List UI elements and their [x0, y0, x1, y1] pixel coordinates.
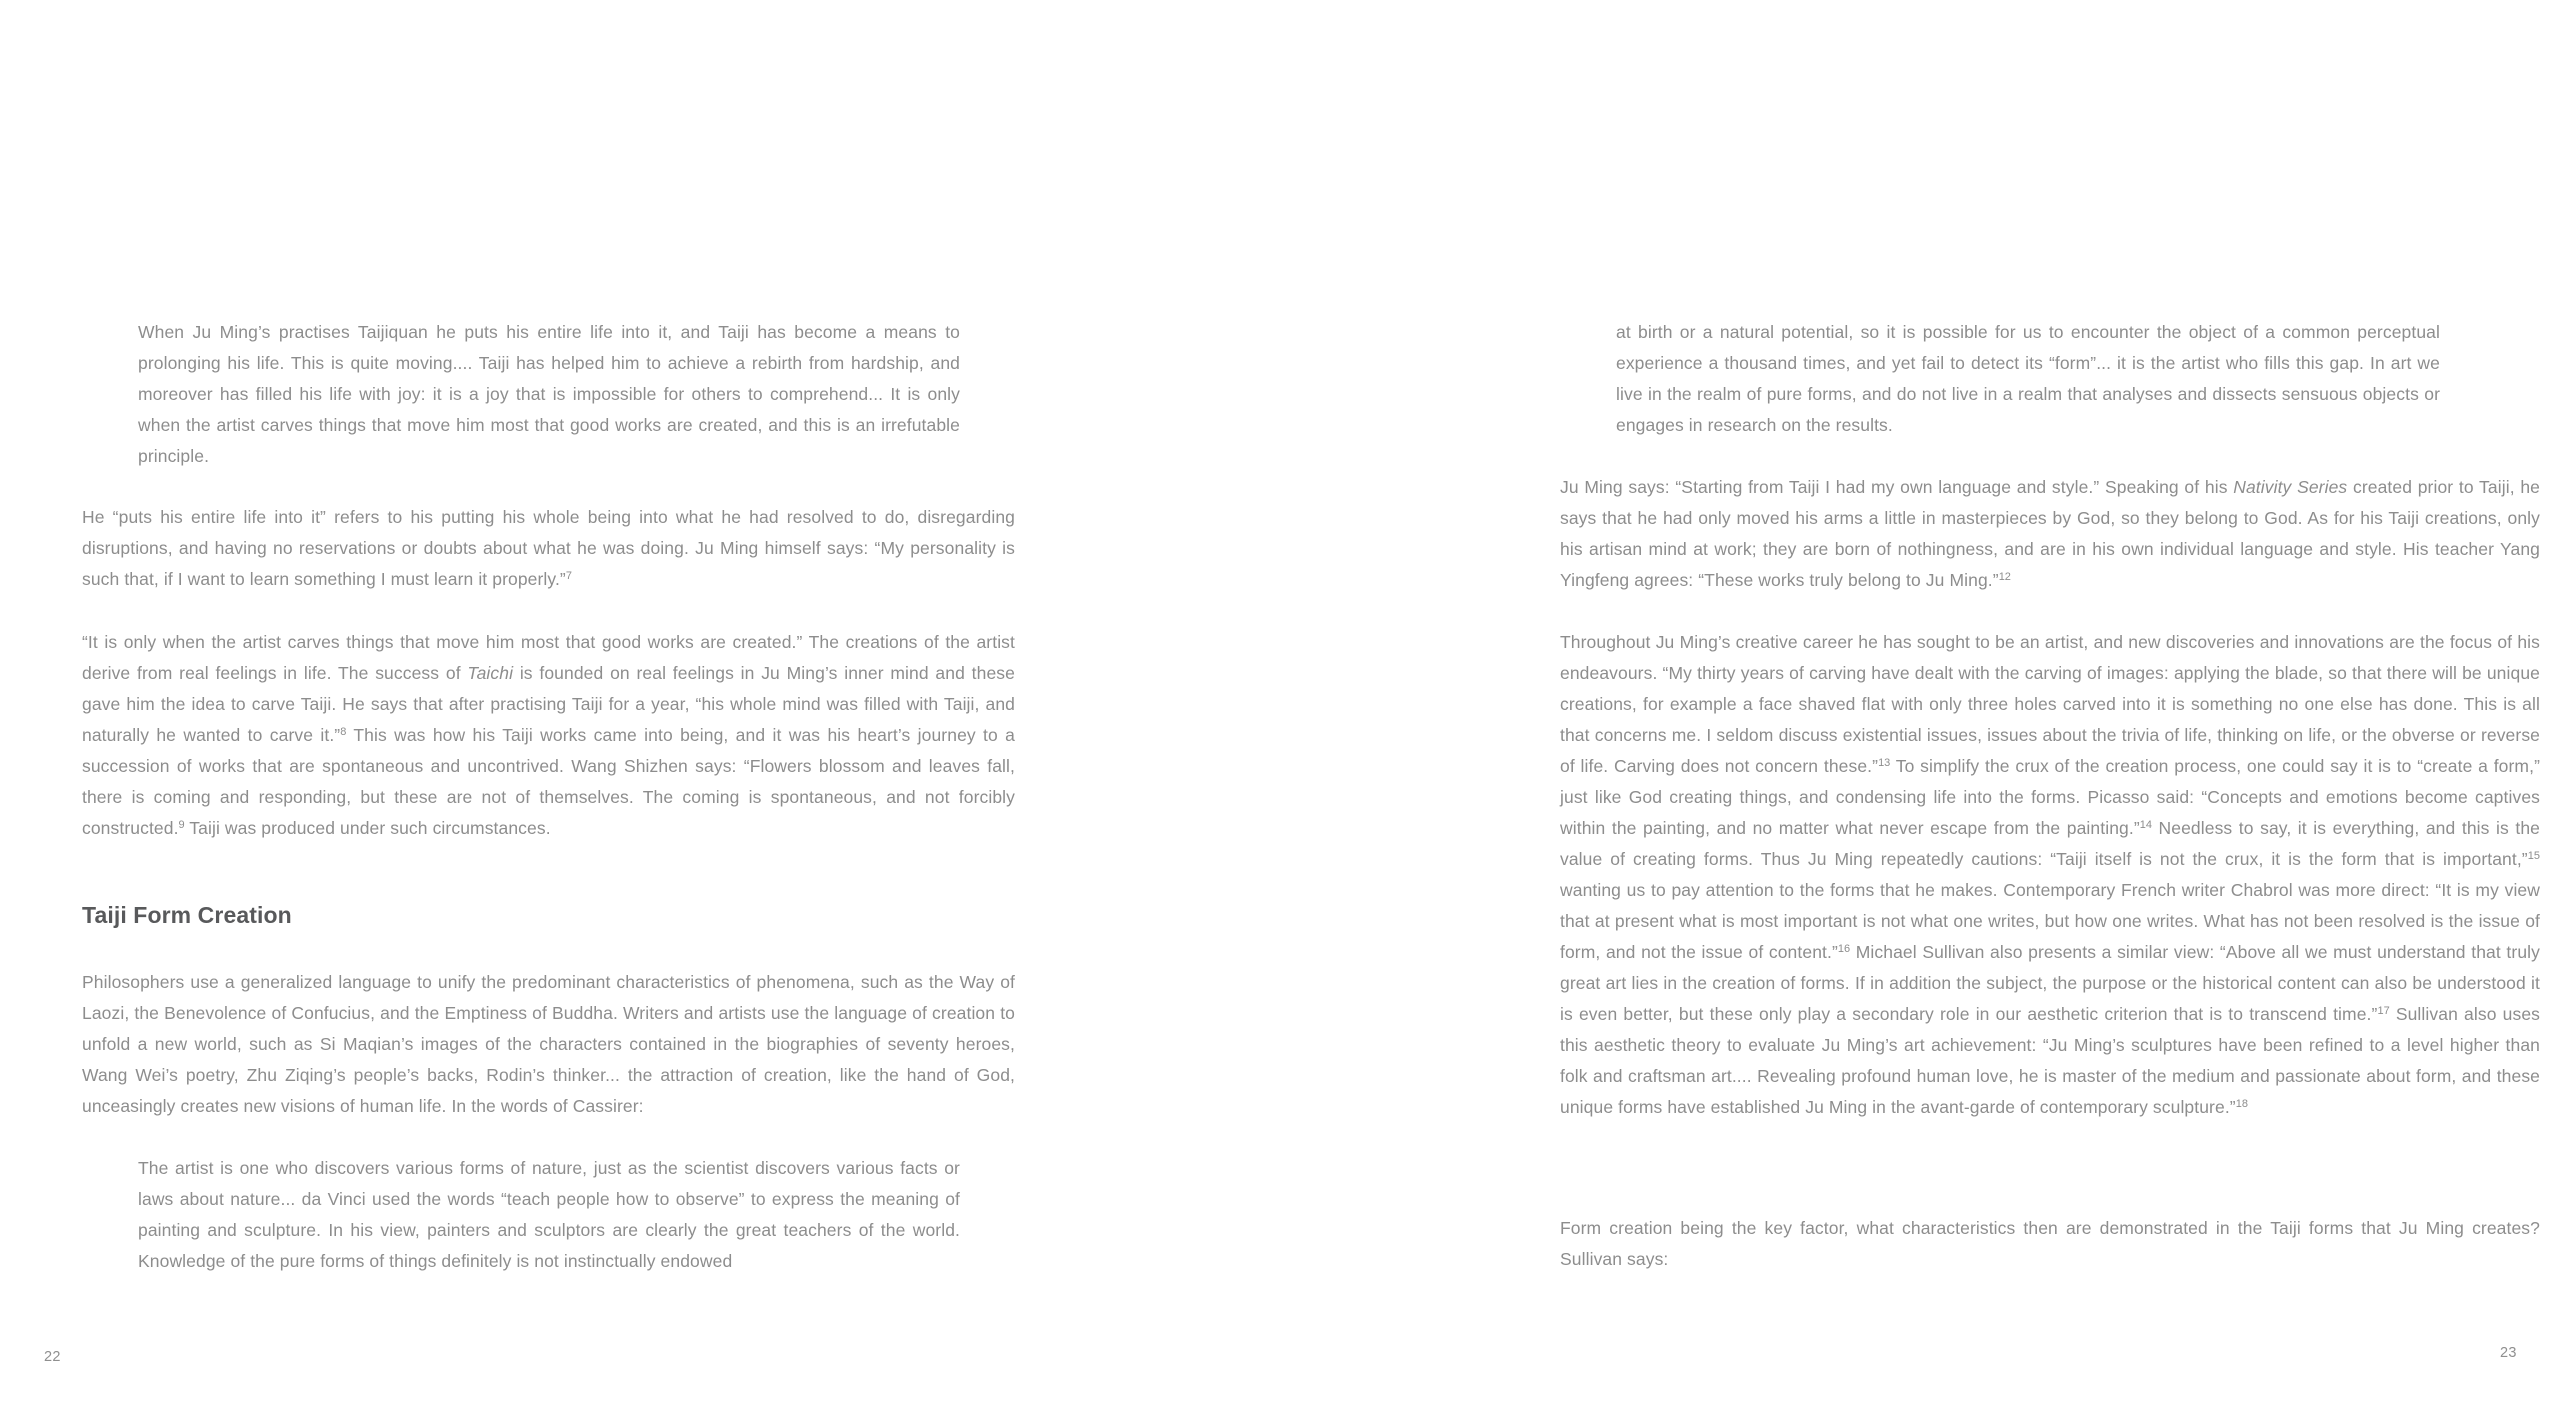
blockquote-at-birth: at birth or a natural potential, so it is possible for us to encounter the object of a common perceptual experience a thousand times, and yet fail to detect its “form”... it is the artist who fills this gap. In art we live in the realm of pure forms, and do not live in a realm that analyses and dissects sensuous objects or engages in research on the results.	[1616, 322, 2440, 435]
paragraph-creative-career	[1560, 627, 2540, 1123]
footnote-reference: 17	[2377, 1005, 2390, 1017]
text-segment: He “puts his entire life into it” refers to his putting his whole being into what he had resolved to do, disregarding disruptions, and having no reservations or doubts about what he was doing. Ju Ming himself says: “My personality is such that, if I want to learn something I must learn it properly.”	[82, 507, 1015, 589]
text-segment: wanting us to pay attention to the forms that he makes. Contemporary French writer Chabrol was more direct: “It is my view that at present what is most important is not what one writes, but how one writes. What has not been resolved is the issue of form, and not the issue of content.”	[1560, 880, 2540, 962]
text-segment: Sullivan also uses this aesthetic theory to evaluate Ju Ming’s art achievement: “Ju Ming’s sculptures have been refined to a level higher than folk and craftsman art.... Revealing profound human love, he is master of the medium and passionate about form, and these unique forms have established Ju Ming in the avant-garde of contemporary sculpture.”	[1560, 1004, 2541, 1117]
text-segment: Michael Sullivan also presents a similar view: “Above all we must understand that truly great art lies in the creation of forms. If in addition the subject, the purpose or the historical content can also be understood it is even better, but these only play a secondary role in our aesthetic criterion that is to transcend time.”	[1560, 942, 2540, 1024]
footnote-reference: 7	[565, 570, 572, 582]
page-number-left: 22	[44, 1349, 61, 1365]
italic-title: Taichi	[467, 663, 514, 683]
text-segment: created prior to Taiji, he says that he had only moved his arms a little in masterpieces by God, so they belong to God. As for his Taiji creations, only his artisan mind at work; they are born of nothingness, and are in his own individual language and style. His teacher Yang Yingfeng agrees: “These works truly belong to Ju Ming.”	[1560, 477, 2540, 590]
footnote-reference: 8	[340, 726, 347, 738]
paragraph-ju-ming-says	[1560, 472, 2540, 596]
text-segment: Throughout Ju Ming’s creative career he has sought to be an artist, and new discoveries and innovations are the focus of his endeavours. “My thirty years of carving have dealt with the carving of images: applying the blade, so that there will be unique creations, for example a face shaved flat with only three holes carved into it is something no one else has done. This is all that concerns me. I seldom discuss existential issues, issues about the trivia of life, thinking on life, or the obverse or reverse of life. Carving does not concern these.”	[1560, 632, 2540, 776]
paragraph-artist-carves	[82, 627, 1015, 844]
footnote-reference: 16	[1837, 943, 1851, 955]
blockquote-taijiquan: When Ju Ming’s practises Taijiquan he puts his entire life into it, and Taiji has become a means to prolonging his life. This is quite moving.... Taiji has helped him to achieve a rebirth from hardship, and moreover has filled his life with joy: it is a joy that is impossible for others to comprehend... It is only when the artist carves things that move him most that good works are created, and this is an irrefutable principle.	[138, 322, 960, 466]
text-segment: To simplify the crux of the creation process, one could say it is to “create a form,” just like God creating things, and condensing life into the forms. Picasso said: “Concepts and emotions become captives within the painting, and no matter what never escape from the painting.”	[1560, 756, 2540, 838]
paragraph-philosophers: Philosophers use a generalized language to unify the predominant characteristics of phenomena, such as the Way of Laozi, the Benevolence of Confucius, and the Emptiness of Buddha. Writers and artists use the language of creation to unfold a new world, such as Si Maqian’s images of the characters contained in the biographies of seventy heroes, Wang Wei’s poetry, Zhu Ziqing’s people’s backs, Rodin’s thinker... the attraction of creation, like the hand of God, unceasingly creates new visions of human life. In the words of Cassirer:	[82, 972, 1015, 1116]
footnote-reference: 15	[2527, 850, 2540, 862]
text-segment: Needless to say, it is everything, and this is the value of creating forms. Thus Ju Ming repeatedly cautions: “Taiji itself is not the crux, it is the form that is important,”	[1560, 818, 2540, 869]
italic-title: Nativity Series	[2233, 477, 2348, 497]
paragraph-form-creation-question: Form creation being the key factor, what characteristics then are demonstrated in the Taiji forms that Ju Ming creates? Sullivan says:	[1560, 1218, 2540, 1269]
footnote-reference: 13	[1878, 757, 1891, 769]
footnote-reference: 9	[178, 819, 185, 831]
footnote-reference: 18	[2235, 1098, 2248, 1110]
blockquote-artist-discovers: The artist is one who discovers various forms of nature, just as the scientist discovers various facts or laws about nature... da Vinci used the words “teach people how to observe” to express the meaning of painting and sculpture. In his view, painters and sculptors are clearly the great teachers of the world. Knowledge of the pure forms of things definitely is not instinctually endowed	[138, 1158, 960, 1271]
page-number-right: 23	[2500, 1345, 2517, 1361]
footnote-reference: 14	[2139, 819, 2152, 831]
text-segment: is founded on real feelings in Ju Ming’s inner mind and these gave him the idea to carve Taiji. He says that after practising Taiji for a year, “his whole mind was filled with Taiji, and naturally he wanted to carve it.”	[82, 663, 1015, 745]
footnote-reference: 12	[1998, 571, 2011, 583]
section-heading-taiji-form-creation: Taiji Form Creation	[82, 902, 292, 928]
text-segment: This was how his Taiji works came into being, and it was his heart’s journey to a succession of works that are spontaneous and uncontrived. Wang Shizhen says: “Flowers blossom and leaves fall, there is coming and responding, but these are not of themselves. The coming is spontaneous, and not forcibly constructed.	[82, 725, 1015, 838]
text-segment: Ju Ming says: “Starting from Taiji I had my own language and style.” Speaking of his	[1560, 477, 2234, 497]
paragraph-entire-life	[82, 502, 1015, 595]
text-segment: “It is only when the artist carves things that move him most that good works are created.” The creations of the artist derive from real feelings in life. The success of	[82, 632, 1015, 683]
text-segment: Taiji was produced under such circumstances.	[184, 818, 551, 838]
